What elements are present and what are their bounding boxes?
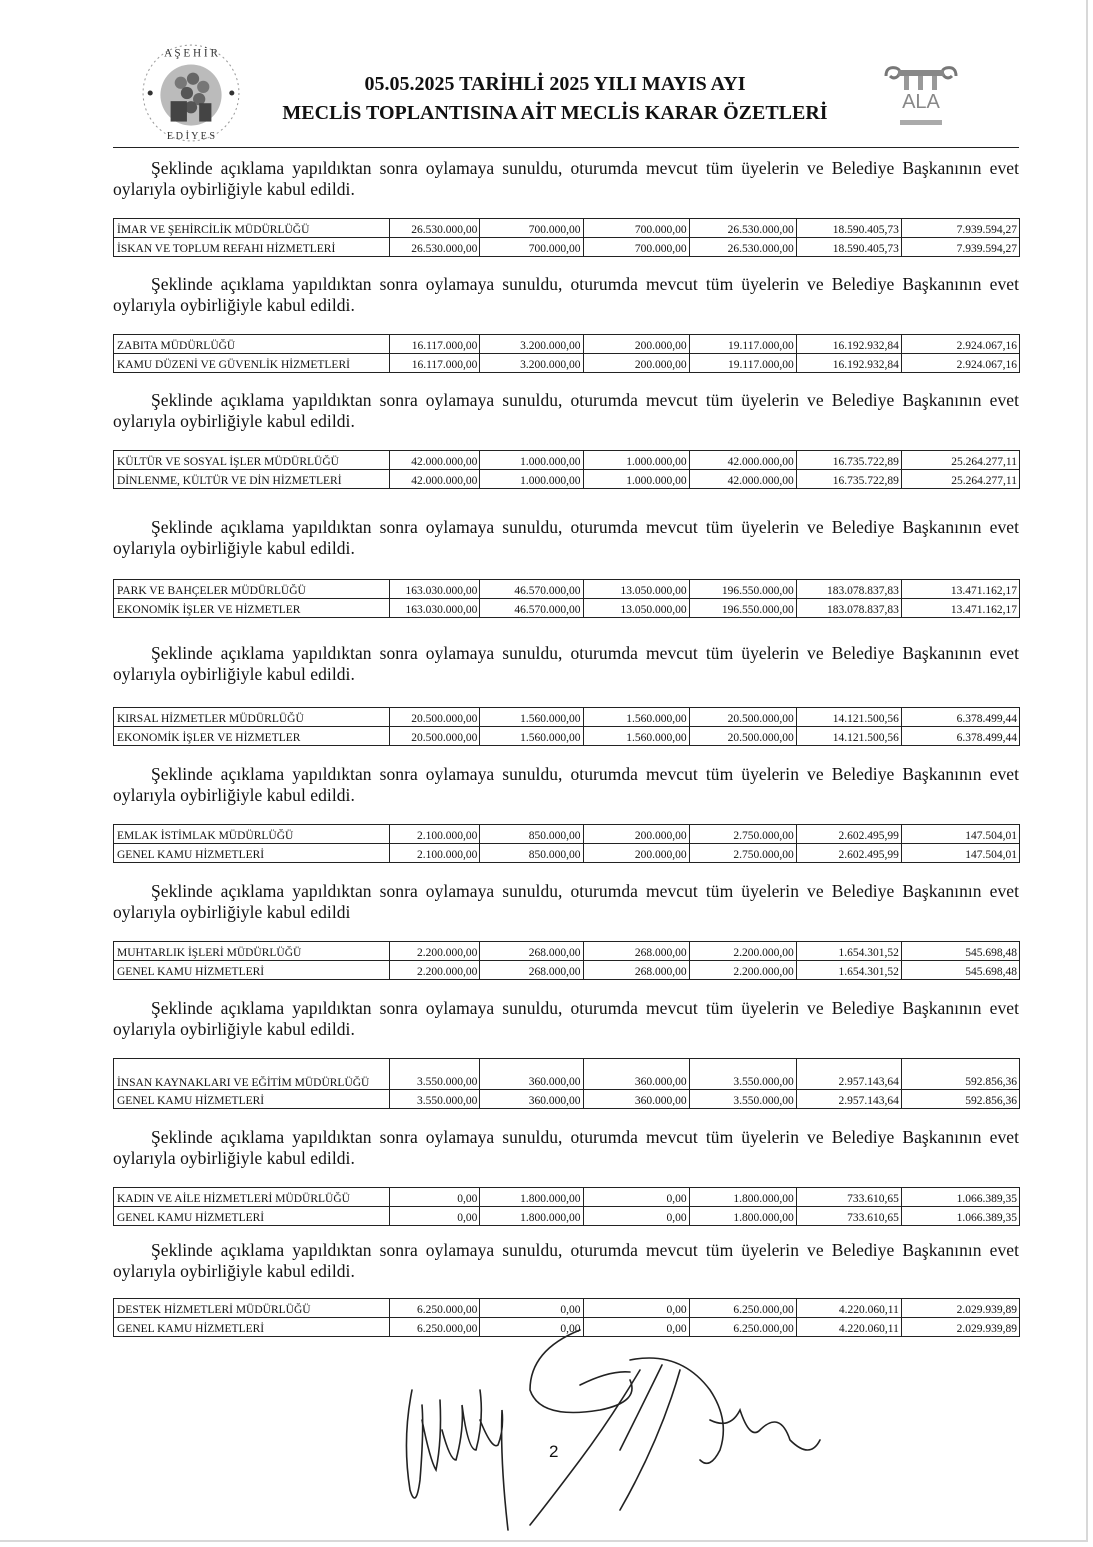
initial-budget-cell: 2.200.000,00 [390,942,480,961]
addition-cell: 1.800.000,00 [480,1188,583,1207]
initial-budget-cell: 16.117.000,00 [390,354,480,373]
table-row [114,708,1020,727]
final-budget-cell: 2.200.000,00 [689,961,796,980]
deduction-cell: 13.050.000,00 [583,599,689,618]
spent-cell: 2.957.143,64 [796,1090,901,1109]
initial-budget-cell: 3.550.000,00 [390,1090,480,1109]
final-budget-cell: 6.250.000,00 [689,1299,796,1318]
function-name-cell: GENEL KAMU HİZMETLERİ [114,1318,390,1337]
initial-budget-cell: 2.200.000,00 [390,961,480,980]
initial-budget-cell: 6.250.000,00 [390,1318,480,1337]
spent-cell: 183.078.837,83 [796,599,901,618]
remaining-cell: 1.066.389,35 [901,1207,1019,1226]
table-row [114,451,1020,470]
final-budget-cell: 3.550.000,00 [689,1059,796,1090]
spent-cell: 2.602.495,99 [796,844,901,863]
spent-cell: 14.121.500,56 [796,727,901,746]
approval-paragraph: Şeklinde açıklama yapıldıktan sonra oylamaya sunuldu, oturumda mevcut tüm üyelerin ve Belediye Başkanının evet oylarıyla oybirliğiyle kabul edildi. [113,998,1019,1039]
final-budget-cell: 1.800.000,00 [689,1207,796,1226]
remaining-cell: 592.856,36 [901,1059,1019,1090]
initial-budget-cell: 42.000.000,00 [390,451,480,470]
spent-cell: 18.590.405,73 [796,219,901,238]
remaining-cell: 147.504,01 [901,825,1019,844]
initial-budget-cell: 0,00 [390,1188,480,1207]
final-budget-cell: 2.200.000,00 [689,942,796,961]
header-rule [113,147,1019,148]
deduction-cell: 360.000,00 [583,1059,689,1090]
unit-name-cell: PARK VE BAHÇELER MÜDÜRLÜĞÜ [114,580,390,599]
final-budget-cell: 20.500.000,00 [689,708,796,727]
unit-name-cell: İNSAN KAYNAKLARI VE EĞİTİM MÜDÜRLÜĞÜ [114,1059,390,1090]
remaining-cell: 2.029.939,89 [901,1299,1019,1318]
final-budget-cell: 42.000.000,00 [689,470,796,489]
ala-logo [880,62,962,132]
spent-cell: 1.654.301,52 [796,942,901,961]
final-budget-cell: 42.000.000,00 [689,451,796,470]
addition-cell: 0,00 [480,1318,583,1337]
table-row [114,961,1020,980]
deduction-cell: 700.000,00 [583,238,689,257]
approval-paragraph: Şeklinde açıklama yapıldıktan sonra oylamaya sunuldu, oturumda mevcut tüm üyelerin ve Belediye Başkanının evet oylarıyla oybirliğiyle kabul edildi. [113,390,1019,431]
addition-cell: 3.200.000,00 [480,335,583,354]
deduction-cell: 200.000,00 [583,844,689,863]
spent-cell: 4.220.060,11 [796,1318,901,1337]
function-name-cell: DİNLENME, KÜLTÜR VE DİN HİZMETLERİ [114,470,390,489]
remaining-cell: 2.924.067,16 [901,335,1019,354]
budget-table [113,450,1020,489]
decision-block [113,158,1019,200]
table-row [114,1207,1020,1226]
unit-name-cell: MUHTARLIK İŞLERİ MÜDÜRLÜĞÜ [114,942,390,961]
deduction-cell: 0,00 [583,1188,689,1207]
addition-cell: 700.000,00 [480,238,583,257]
initial-budget-cell: 20.500.000,00 [390,727,480,746]
deduction-cell: 1.560.000,00 [583,727,689,746]
initial-budget-cell: 26.530.000,00 [390,219,480,238]
deduction-cell: 700.000,00 [583,219,689,238]
spent-cell: 2.957.143,64 [796,1059,901,1090]
unit-name-cell: KADIN VE AİLE HİZMETLERİ MÜDÜRLÜĞÜ [114,1188,390,1207]
budget-table [113,218,1020,257]
table-row [114,335,1020,354]
table-row [114,580,1020,599]
remaining-cell: 6.378.499,44 [901,708,1019,727]
title-line-2: MECLİS TOPLANTISINA AİT MECLİS KARAR ÖZETLERİ [282,102,828,124]
decision-list [113,158,1019,1337]
deduction-cell: 268.000,00 [583,942,689,961]
unit-name-cell: ZABITA MÜDÜRLÜĞÜ [114,335,390,354]
addition-cell: 1.560.000,00 [480,708,583,727]
deduction-cell: 13.050.000,00 [583,580,689,599]
addition-cell: 268.000,00 [480,961,583,980]
budget-table [113,824,1020,863]
unit-name-cell: KÜLTÜR VE SOSYAL İŞLER MÜDÜRLÜĞÜ [114,451,390,470]
budget-table [113,334,1020,373]
spent-cell: 16.192.932,84 [796,335,901,354]
initial-budget-cell: 42.000.000,00 [390,470,480,489]
budget-table [113,941,1020,980]
table-row [114,599,1020,618]
budget-table [113,1058,1020,1109]
addition-cell: 46.570.000,00 [480,599,583,618]
svg-text:A Ş E H İ R: A Ş E H İ R [164,47,218,60]
table-row [114,727,1020,746]
initial-budget-cell: 0,00 [390,1207,480,1226]
deduction-cell: 0,00 [583,1207,689,1226]
initial-budget-cell: 16.117.000,00 [390,335,480,354]
spent-cell: 183.078.837,83 [796,580,901,599]
spent-cell: 18.590.405,73 [796,238,901,257]
addition-cell: 3.200.000,00 [480,354,583,373]
addition-cell: 360.000,00 [480,1090,583,1109]
unit-name-cell: DESTEK HİZMETLERİ MÜDÜRLÜĞÜ [114,1299,390,1318]
final-budget-cell: 19.117.000,00 [689,354,796,373]
deduction-cell: 0,00 [583,1318,689,1337]
remaining-cell: 592.856,36 [901,1090,1019,1109]
remaining-cell: 7.939.594,27 [901,238,1019,257]
remaining-cell: 7.939.594,27 [901,219,1019,238]
approval-paragraph: Şeklinde açıklama yapıldıktan sonra oylamaya sunuldu, oturumda mevcut tüm üyelerin ve Belediye Başkanının evet oylarıyla oybirliğiyle kabul edildi. [113,517,1019,558]
initial-budget-cell: 2.100.000,00 [390,844,480,863]
deduction-cell: 268.000,00 [583,961,689,980]
final-budget-cell: 1.800.000,00 [689,1188,796,1207]
unit-name-cell: EMLAK İSTİMLAK MÜDÜRLÜĞÜ [114,825,390,844]
spent-cell: 4.220.060,11 [796,1299,901,1318]
addition-cell: 46.570.000,00 [480,580,583,599]
table-row [114,1090,1020,1109]
spent-cell: 733.610,65 [796,1207,901,1226]
svg-text:ALA: ALA [902,91,940,113]
addition-cell: 1.000.000,00 [480,470,583,489]
initial-budget-cell: 163.030.000,00 [390,580,480,599]
approval-paragraph: Şeklinde açıklama yapıldıktan sonra oylamaya sunuldu, oturumda mevcut tüm üyelerin ve Belediye Başkanının evet oylarıyla oybirliğiyle kabul edildi. [113,274,1019,315]
table-row [114,844,1020,863]
addition-cell: 1.000.000,00 [480,451,583,470]
deduction-cell: 0,00 [583,1299,689,1318]
final-budget-cell: 3.550.000,00 [689,1090,796,1109]
approval-paragraph: Şeklinde açıklama yapıldıktan sonra oylamaya sunuldu, oturumda mevcut tüm üyelerin ve Belediye Başkanının evet oylarıyla oybirliğiyle kabul edildi. [113,1127,1019,1168]
addition-cell: 1.800.000,00 [480,1207,583,1226]
remaining-cell: 25.264.277,11 [901,470,1019,489]
municipality-seal-logo [140,42,242,144]
spent-cell: 16.735.722,89 [796,470,901,489]
unit-name-cell: İMAR VE ŞEHİRCİLİK MÜDÜRLÜĞÜ [114,219,390,238]
function-name-cell: EKONOMİK İŞLER VE HİZMETLER [114,599,390,618]
addition-cell: 360.000,00 [480,1059,583,1090]
deduction-cell: 200.000,00 [583,354,689,373]
final-budget-cell: 26.530.000,00 [689,219,796,238]
deduction-cell: 1.000.000,00 [583,470,689,489]
table-row [114,238,1020,257]
approval-paragraph: Şeklinde açıklama yapıldıktan sonra oylamaya sunuldu, oturumda mevcut tüm üyelerin ve Belediye Başkanının evet oylarıyla oybirliğiyle kabul edildi [113,881,1019,922]
budget-table [113,1187,1020,1226]
table-row [114,942,1020,961]
addition-cell: 268.000,00 [480,942,583,961]
final-budget-cell: 19.117.000,00 [689,335,796,354]
final-budget-cell: 26.530.000,00 [689,238,796,257]
initial-budget-cell: 6.250.000,00 [390,1299,480,1318]
approval-paragraph: Şeklinde açıklama yapıldıktan sonra oylamaya sunuldu, oturumda mevcut tüm üyelerin ve Belediye Başkanının evet oylarıyla oybirliğiyle kabul edildi. [113,158,1019,199]
addition-cell: 0,00 [480,1299,583,1318]
addition-cell: 850.000,00 [480,825,583,844]
spent-cell: 14.121.500,56 [796,708,901,727]
unit-name-cell: KIRSAL HİZMETLER MÜDÜRLÜĞÜ [114,708,390,727]
function-name-cell: EKONOMİK İŞLER VE HİZMETLER [114,727,390,746]
deduction-cell: 1.560.000,00 [583,708,689,727]
remaining-cell: 545.698,48 [901,961,1019,980]
final-budget-cell: 2.750.000,00 [689,844,796,863]
function-name-cell: GENEL KAMU HİZMETLERİ [114,1207,390,1226]
addition-cell: 700.000,00 [480,219,583,238]
initial-budget-cell: 163.030.000,00 [390,599,480,618]
remaining-cell: 2.924.067,16 [901,354,1019,373]
final-budget-cell: 20.500.000,00 [689,727,796,746]
budget-table [113,707,1020,746]
final-budget-cell: 196.550.000,00 [689,599,796,618]
table-row [114,354,1020,373]
remaining-cell: 13.471.162,17 [901,580,1019,599]
function-name-cell: İSKAN VE TOPLUM REFAHI HİZMETLERİ [114,238,390,257]
page-number: 2 [549,1442,559,1461]
deduction-cell: 200.000,00 [583,825,689,844]
table-row [114,1059,1020,1090]
addition-cell: 1.560.000,00 [480,727,583,746]
initial-budget-cell: 3.550.000,00 [390,1059,480,1090]
function-name-cell: GENEL KAMU HİZMETLERİ [114,844,390,863]
approval-paragraph: Şeklinde açıklama yapıldıktan sonra oylamaya sunuldu, oturumda mevcut tüm üyelerin ve Belediye Başkanının evet oylarıyla oybirliğiyle kabul edildi. [113,643,1019,684]
svg-text:E D İ Y E S: E D İ Y E S [166,130,216,142]
spent-cell: 2.602.495,99 [796,825,901,844]
initial-budget-cell: 26.530.000,00 [390,238,480,257]
table-row [114,1188,1020,1207]
initial-budget-cell: 20.500.000,00 [390,708,480,727]
spent-cell: 1.654.301,52 [796,961,901,980]
table-row [114,219,1020,238]
approval-paragraph: Şeklinde açıklama yapıldıktan sonra oylamaya sunuldu, oturumda mevcut tüm üyelerin ve Belediye Başkanının evet oylarıyla oybirliğiyle kabul edildi. [113,764,1019,805]
initial-budget-cell: 2.100.000,00 [390,825,480,844]
remaining-cell: 25.264.277,11 [901,451,1019,470]
handwritten-signatures [380,1310,840,1540]
deduction-cell: 200.000,00 [583,335,689,354]
remaining-cell: 1.066.389,35 [901,1188,1019,1207]
spent-cell: 733.610,65 [796,1188,901,1207]
remaining-cell: 13.471.162,17 [901,599,1019,618]
remaining-cell: 2.029.939,89 [901,1318,1019,1337]
final-budget-cell: 196.550.000,00 [689,580,796,599]
approval-paragraph: Şeklinde açıklama yapıldıktan sonra oylamaya sunuldu, oturumda mevcut tüm üyelerin ve Belediye Başkanının evet oylarıyla oybirliğiyle kabul edildi. [113,1240,1019,1281]
function-name-cell: GENEL KAMU HİZMETLERİ [114,1090,390,1109]
title-line-1: 05.05.2025 TARİHLİ 2025 YILI MAYIS AYI [364,73,746,95]
remaining-cell: 6.378.499,44 [901,727,1019,746]
final-budget-cell: 2.750.000,00 [689,825,796,844]
table-row [114,825,1020,844]
document-header [0,0,1093,150]
document-title [250,70,860,128]
remaining-cell: 545.698,48 [901,942,1019,961]
budget-table [113,579,1020,618]
deduction-cell: 360.000,00 [583,1090,689,1109]
function-name-cell: KAMU DÜZENİ VE GÜVENLİK HİZMETLERİ [114,354,390,373]
final-budget-cell: 6.250.000,00 [689,1318,796,1337]
spent-cell: 16.735.722,89 [796,451,901,470]
function-name-cell: GENEL KAMU HİZMETLERİ [114,961,390,980]
addition-cell: 850.000,00 [480,844,583,863]
deduction-cell: 1.000.000,00 [583,451,689,470]
table-row [114,470,1020,489]
spent-cell: 16.192.932,84 [796,354,901,373]
remaining-cell: 147.504,01 [901,844,1019,863]
